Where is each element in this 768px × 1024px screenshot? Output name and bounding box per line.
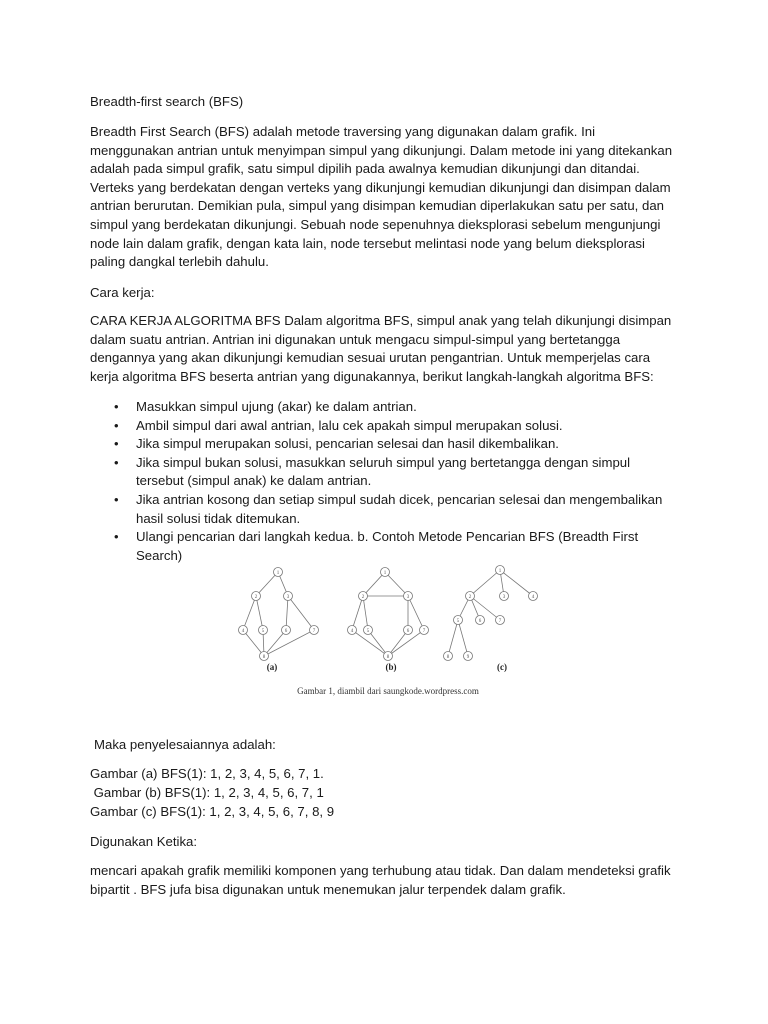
graph-c-label: (c) [497,662,507,672]
graph-b-node-label: 2 [361,595,365,600]
graph-a-node-label: 8 [262,655,266,660]
graph-c-node-label: 2 [468,595,472,600]
bfs-graph-figure [228,562,548,700]
graph-b-label: (b) [385,662,397,672]
cara-kerja-paragraph: CARA KERJA ALGORITMA BFS Dalam algoritma BFS, simpul anak yang telah dikunjungi disimpan dalam suatu antrian. Antrian ini digunakan untuk mengacu simpul-simpul yang bertetangga dengannya yang akan dikunjungi kemudian sesuai urutan pengantrian. Untuk memperjelas cara kerja algoritma BFS beserta antrian yang digunakannya, berikut langkah-langkah algoritma BFS: [90,313,672,384]
cara-kerja-heading: Cara kerja: [90,285,155,300]
graph-b-node-label: 8 [386,655,390,660]
solution-heading: Maka penyelesaiannya adalah: [94,737,276,752]
graph-b-node-label: 3 [406,595,410,600]
graph-c-node-label: 8 [446,655,450,660]
usage-paragraph: mencari apakah grafik memiliki komponen yang terhubung atau tidak. Dan dalam mendeteksi grafik bipartit . BFS jufa bisa digunakan untuk menemukan jalur terpendek dalam grafik. [90,863,671,897]
graph-b-node-label: 5 [366,629,370,634]
graph-c-node-label: 7 [498,619,502,624]
graph-a-node-label: 2 [254,595,258,600]
graph-c-node-label: 6 [478,619,482,624]
list-item: • Jika antrian kosong dan setiap simpul sudah dicek, pencarian selesai dan mengembalikan hasil solusi tidak ditemukan. [90,491,680,528]
usage-heading: Digunakan Ketika: [90,834,198,849]
graph-c-node-label: 9 [466,655,470,660]
graph-c-node-label: 4 [531,595,535,600]
graph-b-node-label: 4 [350,629,354,634]
graph-illustration [228,562,548,680]
graph-a-node-label: 7 [312,629,316,634]
list-item: • Ulangi pencarian dari langkah kedua. b. Contoh Metode Pencarian BFS (Breadth First Search) [90,528,680,565]
graph-a-node-label: 5 [261,629,265,634]
solution-line: Gambar (b) BFS(1): 1, 2, 3, 4, 5, 6, 7, 1 [90,785,324,800]
graph-c-node-label: 5 [456,619,460,624]
graph-c-node-label: 1 [498,569,502,574]
page-title: Breadth-first search (BFS) [90,94,244,109]
graph-b-node-label: 6 [406,629,410,634]
graph-a-node-label: 3 [286,595,290,600]
solution-line: Gambar (a) BFS(1): 1, 2, 3, 4, 5, 6, 7, 1. [90,766,324,781]
intro-paragraph: Breadth First Search (BFS) adalah metode traversing yang digunakan dalam grafik. Ini menggunakan antrian untuk menyimpan simpul yang dikunjungi. Dalam metode ini yang ditekankan adalah pada simpul grafik, satu simpul dipilih pada awalnya kemudian dikunjungi dan ditandai. Verteks yang berdekatan dengan verteks yang dikunjungi kemudian dikunjungi dan disimpan dalam antrian berurutan. Demikian pula, simpul yang disimpan kemudian diperlakukan satu per satu, dan simpul yang berdekatan dikunjungi. Sebuah node sepenuhnya dieksplorasi sebelum mengunjungi node lain dalam grafik, dengan kata lain, node tersebut melintasi node yang belum dieksplorasi paling dangkal terlebih dahulu. [90,124,673,270]
steps-list [90,398,680,565]
figure-caption: Gambar 1, diambil dari saungkode.wordpress.com [297,686,479,696]
list-item: • Masukkan simpul ujung (akar) ke dalam antrian. [90,398,680,417]
graph-b-node-label: 7 [422,629,426,634]
graph-a-node-label: 1 [276,571,280,576]
list-item: • Jika simpul bukan solusi, masukkan seluruh simpul yang bertetangga dengan simpul tersebut (simpul anak) ke dalam antrian. [90,454,680,491]
solution-line: Gambar (c) BFS(1): 1, 2, 3, 4, 5, 6, 7, 8, 9 [90,804,335,819]
graph-b-node-label: 1 [383,571,387,576]
graph-c-node-label: 3 [502,595,506,600]
graph-a-node-label: 6 [284,629,288,634]
list-item: • Jika simpul merupakan solusi, pencarian selesai dan hasil dikembalikan. [90,435,680,454]
graph-a-node-label: 4 [241,629,245,634]
list-item: • Ambil simpul dari awal antrian, lalu cek apakah simpul merupakan solusi. [90,417,680,436]
graph-a-label: (a) [266,662,278,672]
